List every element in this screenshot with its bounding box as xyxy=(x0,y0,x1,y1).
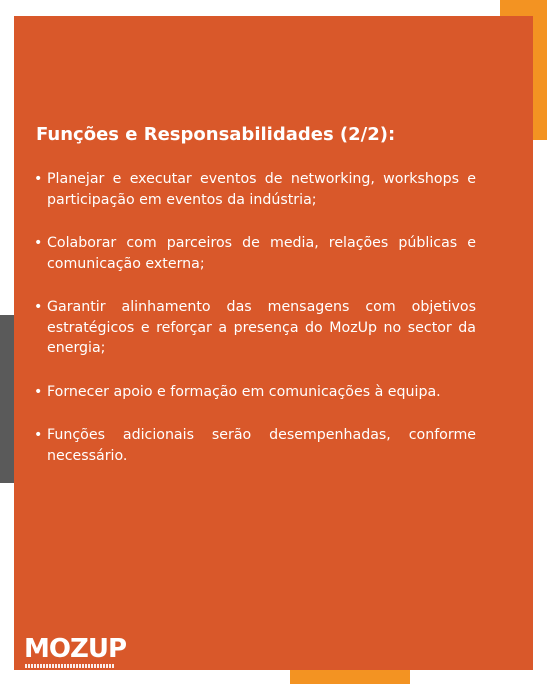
logo-tagline xyxy=(25,664,115,668)
list-item-text: Colaborar com parceiros de media, relações públicas e comunicação externa; xyxy=(47,235,476,272)
mozup-logo xyxy=(24,634,144,674)
list-item-text: Planejar e executar eventos de networking, workshops e participação em eventos da indústria; xyxy=(47,171,476,208)
list-item xyxy=(34,425,476,466)
accent-bar-bottom xyxy=(290,670,410,684)
bullet-icon: • xyxy=(34,299,43,315)
bullet-icon: • xyxy=(34,171,43,187)
list-item xyxy=(34,297,476,359)
list-item-text: Garantir alinhamento das mensagens com objetivos estratégicos e reforçar a presença do MozUp no sector da energia; xyxy=(47,299,476,356)
list-item xyxy=(34,169,476,210)
bullet-icon: • xyxy=(34,235,43,251)
list-item xyxy=(34,382,476,403)
content-card xyxy=(14,16,533,670)
bullet-icon: • xyxy=(34,427,43,443)
page-title: Funções e Responsabilidades (2/2): xyxy=(36,124,396,145)
list-item xyxy=(34,233,476,274)
logo-wordmark: MOZUP xyxy=(24,634,126,664)
list-item-text: Funções adicionais serão desempenhadas, conforme necessário. xyxy=(47,427,476,464)
responsibilities-list xyxy=(34,169,476,489)
bullet-icon: • xyxy=(34,383,43,400)
accent-bar-left xyxy=(0,315,14,483)
list-item-text: Fornecer apoio e formação em comunicações à equipa. xyxy=(47,383,441,400)
